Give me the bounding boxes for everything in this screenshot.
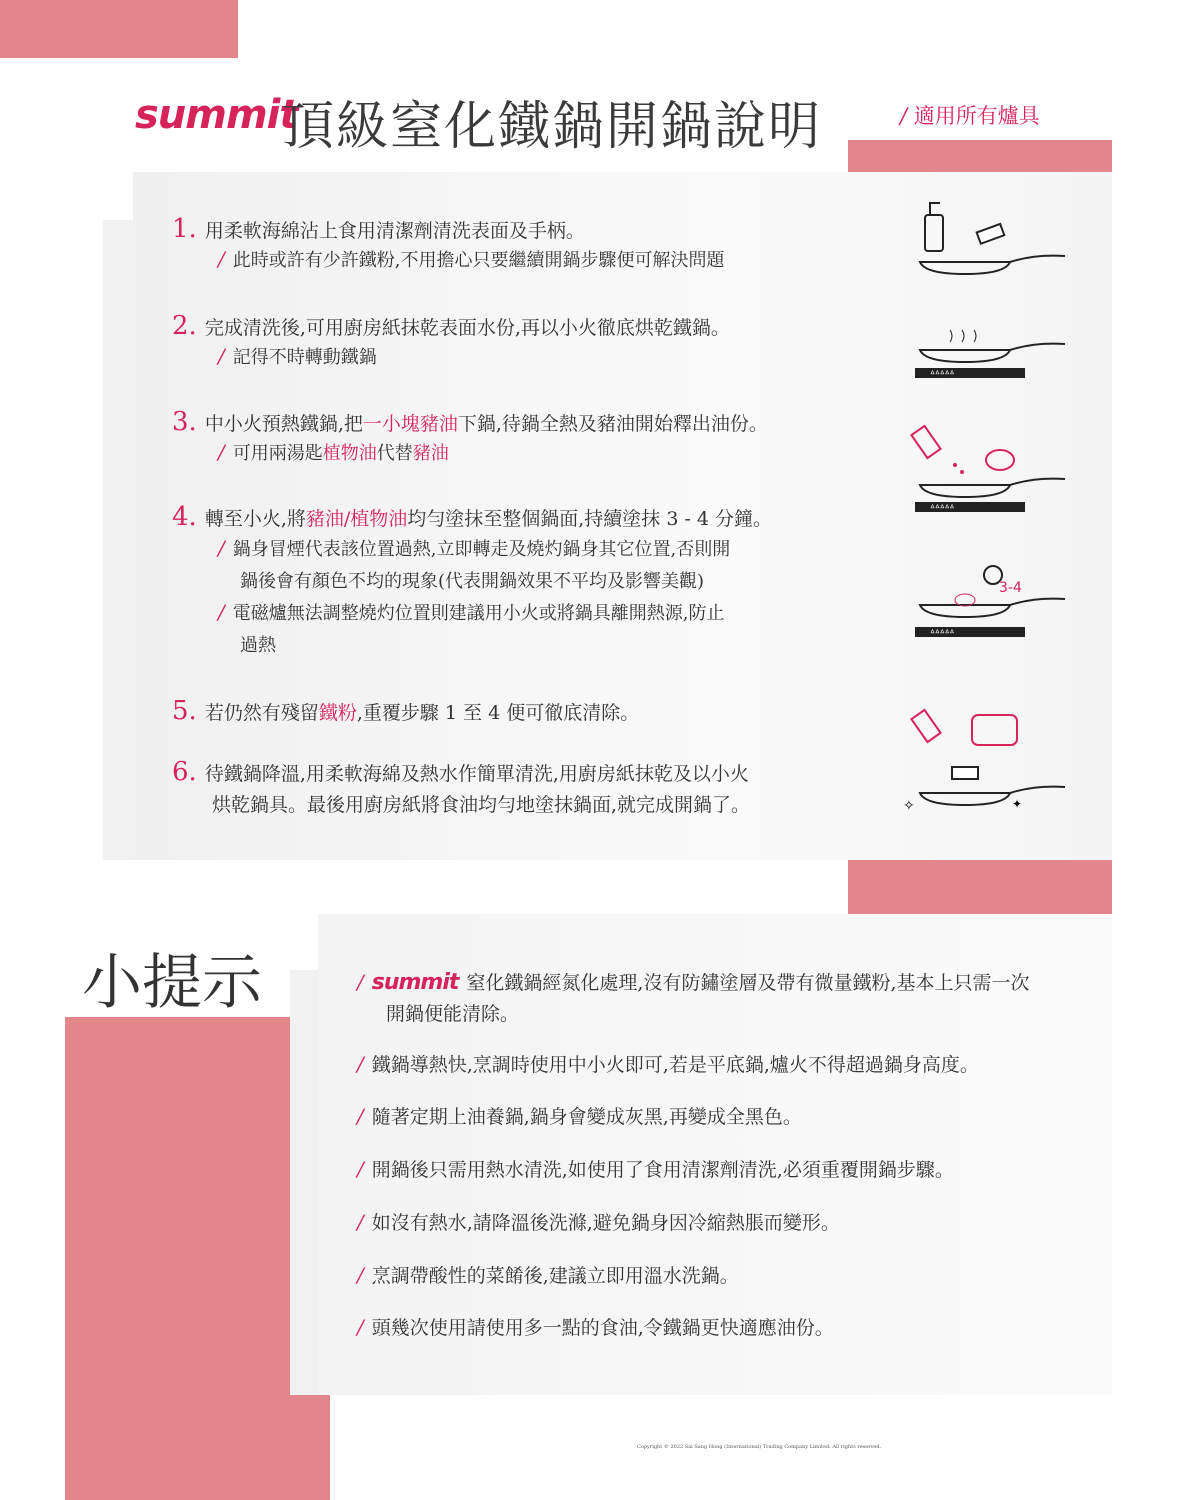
badge: / 適用所有爐具 [900, 104, 1040, 128]
tips-title: 小提示 [82, 948, 262, 1018]
exclaim-icon: / [357, 970, 364, 994]
step-text: 烘乾鍋具。最後用廚房紙將食油均勻地塗抹鍋面,就完成開鍋了。 [212, 794, 751, 816]
svg-text:3-4: 3-4 [999, 580, 1022, 596]
note-text: 此時或許有少許鐵粉,不用擔心只要繼續開鍋步驟便可解決問題 [232, 250, 725, 271]
timer-pan-icon [915, 566, 1065, 639]
step-5-line [172, 696, 639, 726]
exclaim-icon: / [218, 536, 225, 560]
tip-item [357, 968, 1030, 995]
tip-text: 鐵鍋導熱快,烹調時使用中小火即可,若是平底鍋,爐火不得超過鍋身高度。 [371, 1054, 979, 1076]
final-pan-icon [903, 710, 1065, 814]
exclaim-icon: / [218, 440, 225, 464]
step-number: 6. [172, 757, 197, 787]
step-text: 轉至小火,將 [204, 508, 306, 530]
step-number: 3. [172, 407, 197, 437]
note-text: 可用兩湯匙 [232, 443, 323, 464]
exclaim-icon: / [218, 600, 225, 624]
step-number: 1. [172, 214, 197, 244]
step-text: 若仍然有殘留 [204, 702, 319, 724]
tip-text: 烹調帶酸性的菜餚後,建議立即用溫水洗鍋。 [371, 1265, 739, 1287]
step-4-line [172, 502, 772, 532]
note-text: 代替 [376, 443, 413, 464]
summit-logo: summit [371, 970, 459, 995]
tip-text: 開鍋後只需用熱水清洗,如使用了食用清潔劑清洗,必須重覆開鍋步驟。 [371, 1159, 954, 1181]
svg-text:ᐞᐞᐞᐞᐞ: ᐞᐞᐞᐞᐞ [930, 370, 955, 380]
tip-item [357, 1155, 954, 1182]
oil-pan-icon [911, 426, 1065, 514]
drying-pan-icon [915, 330, 1065, 380]
step-number: 2. [172, 311, 197, 341]
summit-logo: summit [135, 92, 298, 138]
highlight-text: 鐵粉 [318, 702, 357, 724]
cleaning-pan-icon [920, 203, 1065, 274]
exclaim-icon: / [357, 1263, 364, 1287]
note-text: 記得不時轉動鐵鍋 [232, 347, 377, 368]
step-3-line [172, 407, 768, 437]
step-4-note [218, 599, 724, 625]
exclaim-icon: / [357, 1315, 364, 1339]
tip-item [357, 1313, 834, 1340]
tip-item [357, 1208, 840, 1235]
svg-text:ᐞᐞᐞᐞᐞ: ᐞᐞᐞᐞᐞ [930, 504, 955, 514]
step-6-line [172, 757, 749, 787]
decor-bar [848, 860, 1112, 914]
tip-item [357, 1102, 802, 1129]
step-text: ,重覆步驟 1 至 4 便可徹底清除。 [356, 702, 640, 724]
tip-text: 如沒有熱水,請降溫後洗滌,避免鍋身因冷縮熱脹而變形。 [371, 1212, 840, 1234]
tip-text: 窒化鐵鍋經氮化處理,沒有防鏽塗層及帶有微量鐵粉,基本上只需一次 [466, 972, 1030, 994]
step-3-note [218, 439, 449, 465]
step-text: 待鐵鍋降溫,用柔軟海綿及熱水作簡單清洗,用廚房紙抹乾及以小火 [204, 763, 749, 785]
tip-text: 隨著定期上油養鍋,鍋身會變成灰黑,再變成全黑色。 [371, 1106, 802, 1128]
tip-text: 開鍋便能清除。 [386, 1003, 520, 1025]
exclaim-icon: / [218, 247, 225, 271]
step-text: 完成清洗後,可用廚房紙抹乾表面水份,再以小火徹底烘乾鐵鍋。 [204, 317, 730, 339]
svg-text:ᐞᐞᐞᐞᐞ: ᐞᐞᐞᐞᐞ [930, 629, 955, 639]
svg-text:✦: ✦ [1012, 797, 1023, 811]
step-text: 下鍋,待鍋全熱及豬油開始釋出油份。 [457, 413, 768, 435]
step-text: 均勻塗抹至整個鍋面,持續塗抹 3 - 4 分鐘。 [407, 508, 773, 530]
tip-text: 頭幾次使用請使用多一點的食油,令鐵鍋更快適應油份。 [371, 1317, 834, 1339]
step-1-note [218, 246, 724, 272]
step-4-note [240, 631, 276, 657]
note-text: 鍋後會有顏色不均的現象(代表開鍋效果不平均及影響美觀) [240, 571, 705, 592]
exclaim-icon: / [357, 1210, 364, 1234]
copyright: Copyright © 2022 Sai Sang Hong (International) Trading Company Limited. All rights reserved. [637, 1444, 882, 1450]
step-2-note [218, 343, 377, 369]
step-text: 用柔軟海綿沾上食用清潔劑清洗表面及手柄。 [204, 220, 585, 242]
page-title: 頂級窒化鐵鍋開鍋說明 [282, 97, 823, 157]
highlight-text: 豬油/植物油 [305, 508, 408, 530]
highlight-text: 植物油 [322, 443, 377, 464]
note-text: 過熱 [240, 635, 276, 656]
note-text: 鍋身冒煙代表該位置過熱,立即轉走及燒灼鍋身其它位置,否則開 [232, 539, 731, 560]
step-2-line [172, 311, 730, 341]
highlight-text: 豬油 [412, 443, 449, 464]
step-number: 4. [172, 502, 197, 532]
step-number: 5. [172, 696, 197, 726]
step-4-note [240, 567, 704, 593]
exclaim-icon: / [357, 1052, 364, 1076]
exclaim-icon: / [357, 1104, 364, 1128]
step-text: 中小火預熱鐵鍋,把 [204, 413, 363, 435]
step-6-line [212, 790, 750, 817]
note-text: 電磁爐無法調整燒灼位置則建議用小火或將鍋具離開熱源,防止 [232, 603, 725, 624]
tip-item [357, 1050, 979, 1077]
highlight-text: 一小塊豬油 [362, 413, 458, 435]
svg-text:✧: ✧ [903, 798, 915, 814]
tip-item [357, 1261, 739, 1288]
step-4-note [218, 535, 730, 561]
tip-item [386, 999, 519, 1026]
step-1-line [172, 214, 585, 244]
exclaim-icon: / [357, 1157, 364, 1181]
exclaim-icon: / [218, 344, 225, 368]
